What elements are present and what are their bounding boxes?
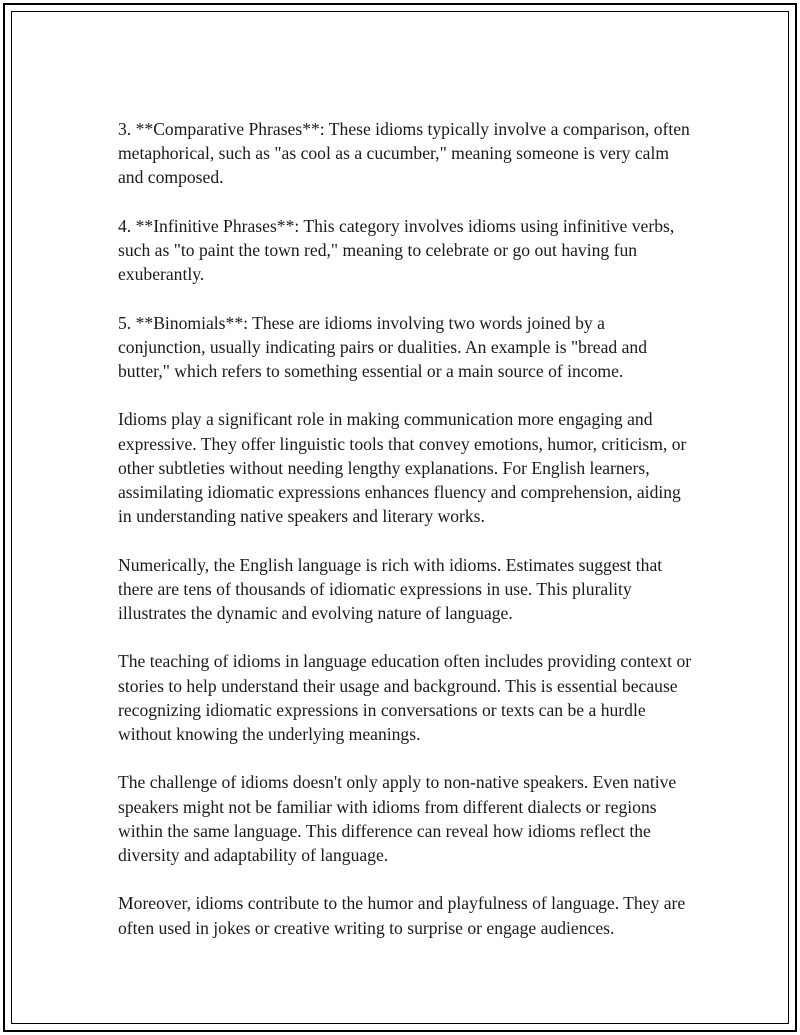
paragraph-teaching-idioms: The teaching of idioms in language education often includes providing context or stories to help understand their usage and background. This is essential because recognizing idiomatic expressions in conversations or texts can be a hurdle without knowing the underlying meanings. (118, 651, 692, 744)
document-body (118, 117, 693, 940)
paragraph-humor-of-idioms: Moreover, idioms contribute to the humor and playfulness of language. They are often used in jokes or creative writing to surprise or engage audiences. (118, 893, 686, 938)
paragraph-infinitive-phrases: 4. **Infinitive Phrases**: This category involves idioms using infinitive verbs, such as "to paint the town red," meaning to celebrate or go out having fun exuberantly. (118, 215, 675, 285)
paragraph-role-of-idioms: Idioms play a significant role in making communication more engaging and expressive. They offer linguistic tools that convey emotions, humor, criticism, or other subtleties without needing lengthy explanations. For English learners, assimilating idiomatic expressions enhances fluency and comprehension, aiding in understanding native speakers and literary works. (118, 409, 687, 527)
paragraph-binomials: 5. **Binomials**: These are idioms involving two words joined by a conjunction, usually indicating pairs or dualities. An example is "bread and butter," which refers to something essential or a main source of income. (118, 312, 648, 381)
paragraph-challenge-of-idioms: The challenge of idioms doesn't only apply to non-native speakers. Even native speakers might not be familiar with idioms from different dialects or regions within the same language. This difference can reveal how idioms reflect the diversity and adaptability of language. (118, 772, 677, 865)
paragraph-number-of-idioms: Numerically, the English language is rich with idioms. Estimates suggest that there are tens of thousands of idiomatic expressions in use. This plurality illustrates the dynamic and evolving nature of language. (118, 554, 663, 623)
paragraph-comparative-phrases: 3. **Comparative Phrases**: These idioms typically involve a comparison, often metaphorical, such as "as cool as a cucumber," meaning someone is very calm and composed. (118, 119, 690, 188)
